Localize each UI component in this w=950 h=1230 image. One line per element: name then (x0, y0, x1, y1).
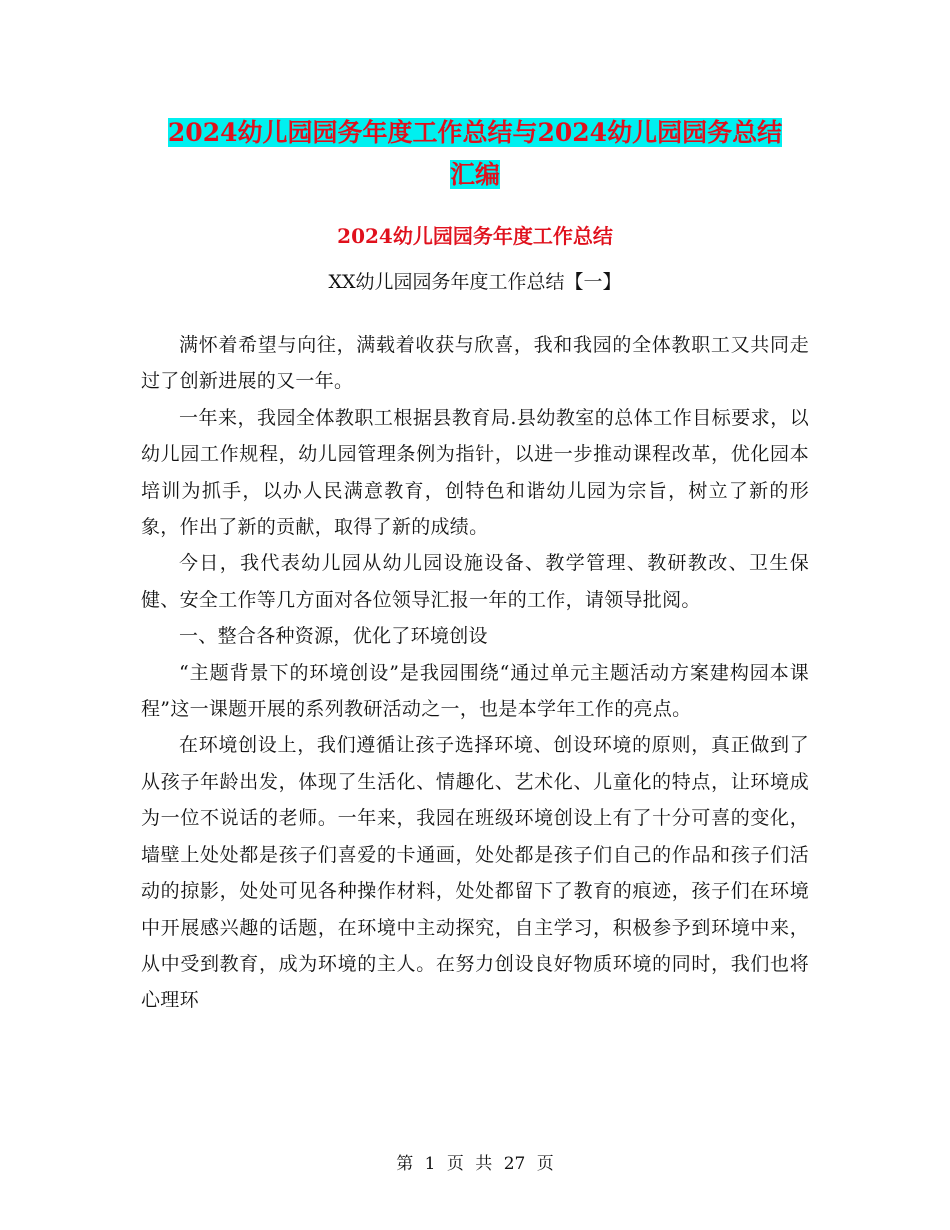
paragraph-3: 今日，我代表幼儿园从幼儿园设施设备、教学管理、教研教改、卫生保健、安全工作等几方面对各位领导汇报一年的工作，请领导批阅。 (141, 552, 809, 611)
main-title-line-1: 2024幼儿园园务年度工作总结与2024幼儿园园务总结 (167, 118, 783, 147)
paragraph-2: 一年来，我园全体教职工根据县教育局.县幼教室的总体工作目标要求，以幼儿园工作规程，幼儿园管理条例为指针，以进一步推动课程改革，优化园本培训为抓手，以办人民满意教育，创特色和谐幼儿园为宗旨，树立了新的形象，作出了新的贡献，取得了新的成绩。 (141, 406, 809, 539)
main-title (140, 112, 810, 196)
page-footer: 第 1 页 共 27 页 (396, 1154, 554, 1174)
paragraph-1: 满怀着希望与向往，满载着收获与欣喜，我和我园的全体教职工又共同走过了创新进展的又一年。 (141, 334, 809, 393)
sub-title: 2024幼儿园园务年度工作总结 (337, 224, 613, 248)
section-title: XX幼儿园园务年度工作总结【一】 (328, 271, 622, 293)
paragraph-5: 在环境创设上，我们遵循让孩子选择环境、创设环境的原则，真正做到了从孩子年龄出发，体现了生活化、情趣化、艺术化、儿童化的特点，让环境成为一位不说话的老师。一年来，我园在班级环境创设上有了十分可喜的变化，墙壁上处处都是孩子们喜爱的卡通画，处处都是孩子们自己的作品和孩子们活动的掠影，处处可见各种操作材料，处处都留下了教育的痕迹，孩子们在环境中开展感兴趣的话题，在环境中主动探究，自主学习，积极参予到环境中来，从中受到教育，成为环境的主人。在努力创设良好物质环境的同时，我们也将心理环 (141, 734, 809, 1012)
main-title-line-2: 汇编 (449, 160, 500, 189)
paragraph-4: “主题背景下的环境创设”是我园围绕“通过单元主题活动方案建构园本课程”这一课题开展的系列教研活动之一，也是本学年工作的亮点。 (141, 661, 809, 721)
section-heading-1: 一、整合各种资源，优化了环境创设 (179, 625, 488, 648)
document-body (141, 327, 809, 1019)
